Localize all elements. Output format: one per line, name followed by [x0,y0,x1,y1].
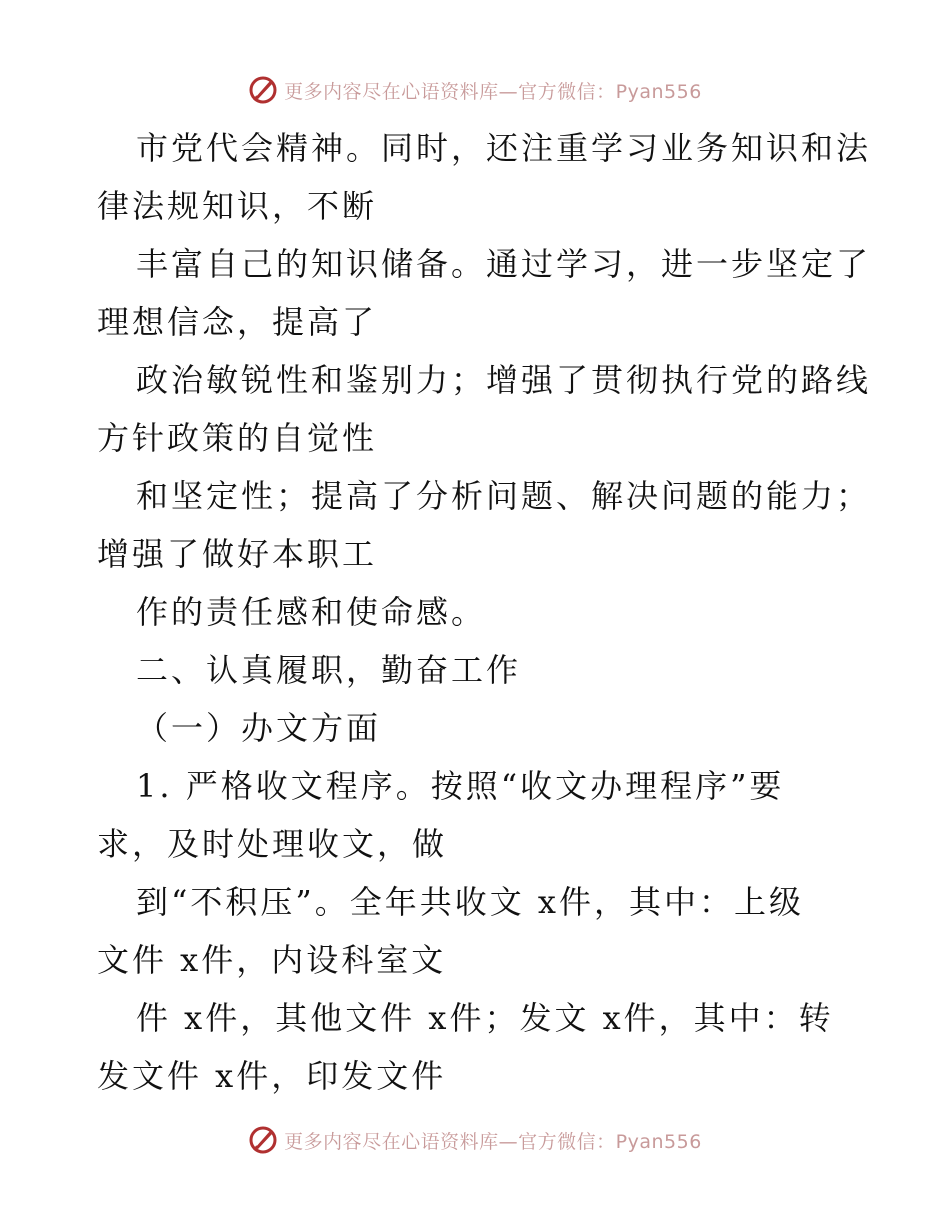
text-line: 文件 x件，内设科室文 [97,941,447,979]
text-line: 和坚定性；提高了分析问题、解决问题的能力； [136,477,872,515]
text-line: 发文件 x件，印发文件 [97,1057,447,1095]
footer-watermark [0,1120,950,1160]
watermark-text: 更多内容尽在心语资料库—官方微信：Pyan556 [284,1130,702,1153]
text-line: 律法规知识，不断 [97,187,378,225]
text-line: 件 x件，其他文件 x件；发文 x件，其中：转 [136,999,834,1037]
text-line: 到“不积压”。全年共收文 x件，其中：上级 [136,883,804,921]
header-watermark [0,70,950,110]
text-line: 理想信念，提高了 [97,303,378,341]
text-line: 作的责任感和使命感。 [136,593,487,631]
text-line: 增强了做好本职工 [97,535,378,573]
pen-logo-icon [248,1125,278,1155]
watermark-text: 更多内容尽在心语资料库—官方微信：Pyan556 [284,80,702,103]
text-line: 丰富自己的知识储备。通过学习，进一步坚定了 [136,245,872,283]
section-heading: 二、认真履职，勤奋工作 [136,651,522,689]
text-line: 求，及时处理收文，做 [97,825,448,863]
text-line: 政治敏锐性和鉴别力；增强了贯彻执行党的路线 [136,361,872,399]
subsection-heading: （一）办文方面 [136,709,382,747]
text-line: 方针政策的自觉性 [97,419,378,457]
text-line: 市党代会精神。同时，还注重学习业务知识和法 [136,129,872,167]
pen-logo-icon [248,75,278,105]
text-line: 1. 严格收文程序。按照“收文办理程序”要 [136,767,785,805]
